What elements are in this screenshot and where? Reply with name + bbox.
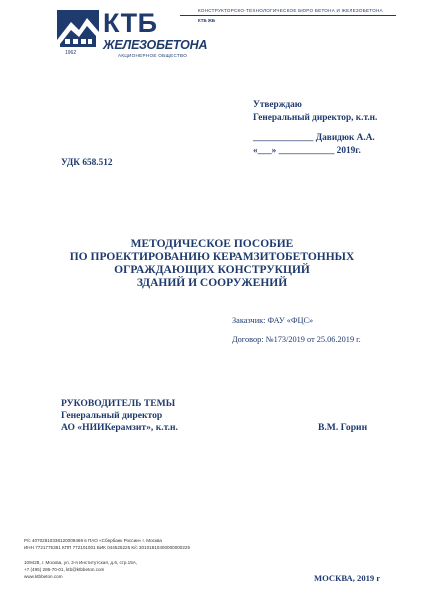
document-title-line-1: МЕТОДИЧЕСКОЕ ПОСОБИЕ — [130, 238, 294, 250]
brand-name: КТБ — [103, 8, 158, 38]
lead-title: РУКОВОДИТЕЛЬ ТЕМЫ — [61, 398, 176, 409]
approval-signature-line: _____________ Давидюк А.А. — [253, 133, 375, 143]
city-year: МОСКВА, 2019 г — [314, 573, 381, 583]
approval-date-line: «___» ____________ 2019г. — [253, 146, 361, 156]
company-full-name: КОНСТРУКТОРСКО-ТЕХНОЛОГИЧЕСКОЕ БЮРО БЕТОНА И ЖЕЛЕЗОБЕТОНА — [198, 8, 383, 13]
lead-position: Генеральный директор — [61, 410, 163, 421]
customer-info: Заказчик: ФАУ «ФЦС» — [232, 316, 314, 325]
document-title-line-3: ОГРАЖДАЮЩИХ КОНСТРУКЦИЙ — [114, 264, 310, 276]
header-divider — [180, 15, 396, 16]
contract-info: Договор: №173/2019 от 25.06.2019 г. — [232, 335, 361, 344]
company-short-name: КТБ ЖБ — [198, 18, 215, 23]
udk-code: УДК 658.512 — [61, 158, 113, 168]
company-address: 109428, г. Москва, ул. 2-я Институтская, д.6, стр.15А, — [24, 560, 138, 565]
document-title-line-2: ПО ПРОЕКТИРОВАНИЮ КЕРАМЗИТОБЕТОННЫХ — [69, 251, 355, 263]
document-title-line-4: ЗДАНИЙ И СООРУЖЕНИЙ — [136, 277, 288, 289]
company-logo-emblem — [57, 10, 99, 50]
approval-position: Генеральный директор, к.т.н. — [253, 113, 378, 123]
approval-label: Утверждаю — [253, 100, 302, 110]
lead-organization: АО «НИИКерамзит», к.т.н. — [61, 422, 178, 433]
lead-name: В.М. Горин — [318, 422, 368, 433]
logo-year: 1962 — [65, 50, 77, 56]
company-type: АКЦИОНЕРНОЕ ОБЩЕСТВО — [118, 53, 188, 58]
bank-details-2: ИНН 7721775381 КПП 772101001 БИК 044525225 К/с 30101810400000000225 — [24, 545, 191, 550]
bank-details-1: Р/с 40702810338120009469 в ПАО «Сбербанк России» г. Москва — [24, 538, 162, 543]
logo-emblem-icon — [57, 10, 99, 50]
company-website[interactable]: www.ktbbeton.com — [24, 574, 63, 579]
company-contacts: +7 (495) 286-70-01, ktb@ktbbeton.com — [24, 567, 105, 572]
brand-subtitle: ЖЕЛЕЗОБЕТОНА — [103, 38, 208, 52]
